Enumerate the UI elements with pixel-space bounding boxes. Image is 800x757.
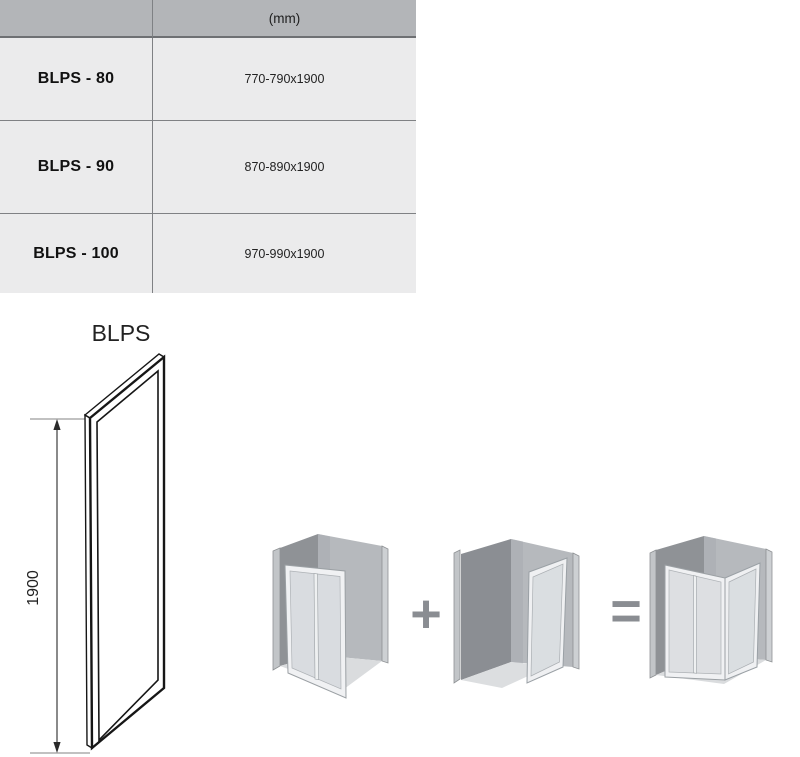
blps-panel-drawing [20,348,180,757]
spec-table [0,0,416,293]
dimension-line [25,419,90,753]
sliding-door-panel [285,565,346,698]
corner-walls-with-sliding-door-illustration [260,517,400,707]
complete-corner-enclosure-illustration [648,527,778,687]
fixed-side-wall-panel [527,558,567,683]
table-row-size-cell [153,213,416,293]
corner-walls-with-fixed-side-wall-illustration [450,528,585,693]
model-label: BLPS - 90 [37,158,115,175]
table-header-model-cell [0,0,153,38]
size-label: 870-890x1900 [244,160,325,174]
unit-label: (mm) [268,10,301,26]
model-label: BLPS - 80 [37,70,115,87]
model-label: BLPS - 100 [33,244,119,262]
door-mullion [314,574,319,680]
panel-front-face [90,357,164,748]
arrow-down-icon [53,742,60,753]
table-row-model-cell [0,120,153,213]
panel-diagram-title: BLPS [91,320,151,346]
panel-outline [85,354,164,748]
dimension-label: 1900 [25,570,42,606]
table-row-model-cell [0,213,153,293]
plus-sign: + [410,584,442,644]
fixed-side-wall-panel [725,563,760,680]
size-label: 970-990x1900 [244,246,325,261]
table-header-unit-cell [153,0,416,38]
equals-sign: = [610,581,642,641]
table-row-model-cell [0,38,153,120]
table-row-size-cell [153,38,416,120]
door-mullion [694,576,697,674]
table-row-size-cell [153,120,416,213]
arrow-up-icon [53,419,60,430]
sliding-door-panel [665,565,725,680]
size-label: 770-790x1900 [244,72,325,86]
